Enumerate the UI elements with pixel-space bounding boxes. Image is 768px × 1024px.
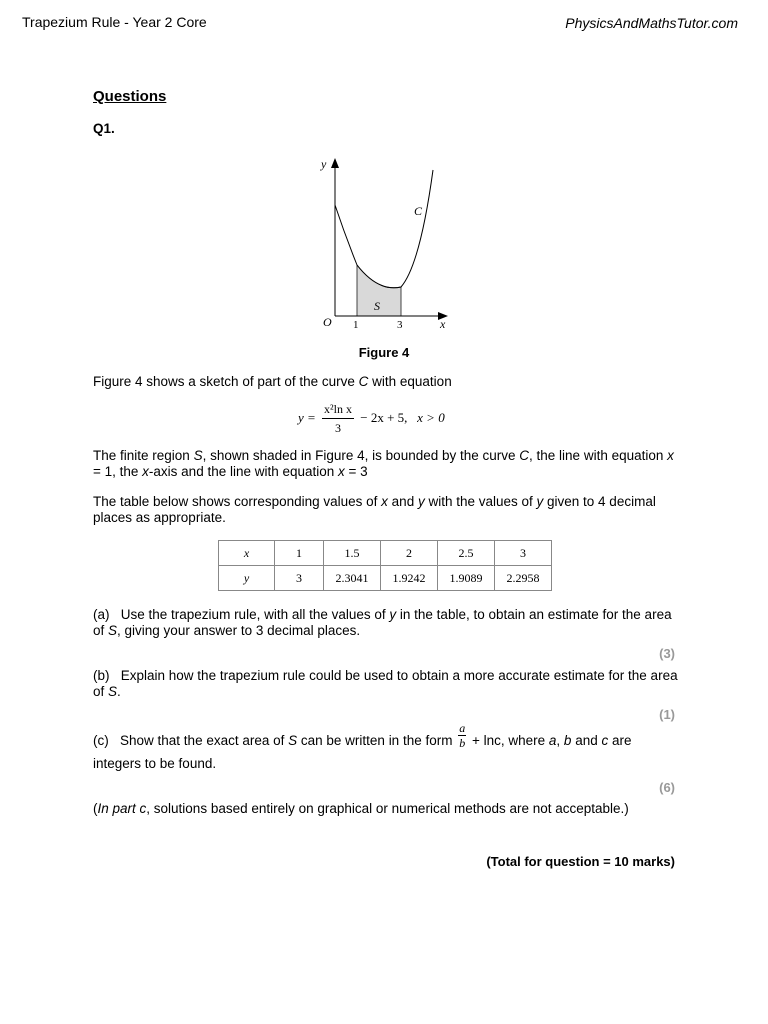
table-cell: 2.2958 — [495, 566, 552, 591]
y-axis-arrow — [331, 158, 339, 168]
part-a-text: (a) Use the trapezium rule, with all the values of y in the table, to obtain an estimate for the area of S, giving your answer to 3 decimal places. — [93, 607, 672, 638]
table-cell: 3 — [495, 541, 552, 566]
table-description: The table below shows corresponding values of x and y with the values of y given to 4 decimal places as appropriate. — [93, 494, 656, 525]
section-title: Questions — [93, 88, 167, 105]
tick-label-3: 3 — [397, 319, 403, 331]
region-description: The finite region S, shown shaded in Figure 4, is bounded by the curve C, the line with equation x = 1, the x-axis and the line with equation x = 3 — [93, 448, 674, 479]
part-b-text: (b) Explain how the trapezium rule could be used to obtain a more accurate estimate for the area of S. — [93, 668, 678, 699]
note-text: (In part c, solutions based entirely on graphical or numerical methods are not acceptable.) — [93, 801, 629, 816]
label-y: y — [321, 157, 327, 171]
header-title: Trapezium Rule - Year 2 Core — [22, 14, 207, 30]
part-a-marks: (3) — [659, 646, 675, 661]
label-x: x — [440, 317, 446, 331]
table-cell: 3 — [275, 566, 324, 591]
table-cell: 1 — [275, 541, 324, 566]
table-cell: 1.5 — [324, 541, 381, 566]
table-cell: 1.9242 — [381, 566, 438, 591]
label-region-s: S — [374, 299, 380, 313]
curve-c — [335, 170, 433, 288]
figure-caption: Figure 4 — [358, 345, 410, 360]
header-site: PhysicsAndMathsTutor.com — [565, 15, 738, 31]
part-c-fraction: $\frac{a}{b}$ — [459, 721, 466, 750]
figure-4-graph — [300, 150, 460, 340]
intro-text: Figure 4 shows a sketch of part of the curve C with equation — [93, 374, 452, 389]
label-curve-c: C — [414, 204, 423, 218]
part-b-marks: (1) — [659, 707, 675, 722]
table-cell: 1.9089 — [438, 566, 495, 591]
total-marks: (Total for question = 10 marks) — [486, 854, 675, 869]
tick-label-1: 1 — [353, 319, 359, 331]
values-table — [218, 540, 552, 591]
table-cell: 2.5 — [438, 541, 495, 566]
curve-equation: y = $\frac{\text{x²ln x}}{3}$ − 2x + 5, x > 0 — [298, 402, 445, 435]
part-c-text: (c) Show that the exact area of S can be written in the form $\frac{a}{b} + \ln c$, where a, b and c are integers to be found. — [93, 721, 632, 771]
equation-fraction: $\frac{\text{x²ln x}}{3}$ — [324, 402, 352, 435]
part-c-marks: (6) — [659, 780, 675, 795]
table-cell: y — [219, 566, 275, 591]
label-origin: O — [323, 315, 332, 329]
question-number: Q1. — [93, 121, 115, 136]
table-cell: x — [219, 541, 275, 566]
table-cell: 2 — [381, 541, 438, 566]
table-cell: 2.3041 — [324, 566, 381, 591]
table-row-x — [219, 541, 552, 566]
table-row-y — [219, 566, 552, 591]
